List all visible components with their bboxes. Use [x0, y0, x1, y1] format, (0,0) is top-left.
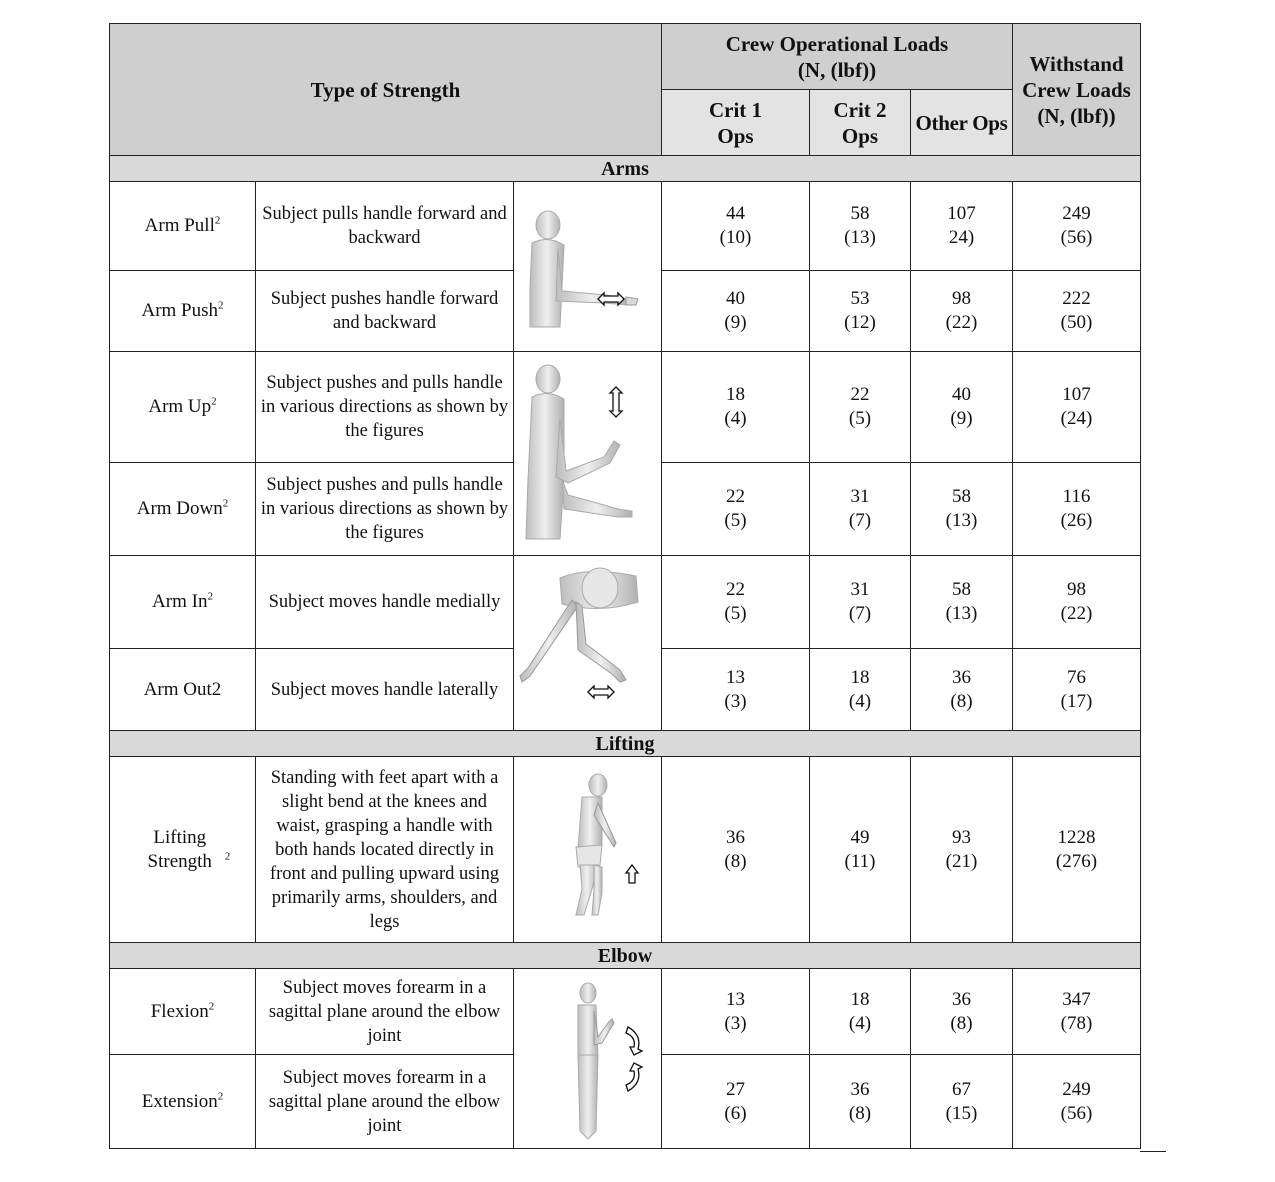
row-name: Arm Down$^2$ — [110, 463, 256, 556]
other-ops-value: 107 24) — [911, 182, 1013, 271]
row-description: Subject pushes handle forward and backward — [256, 271, 514, 352]
section-elbow: Elbow — [110, 943, 1141, 969]
row-name: Arm Out2 — [110, 649, 256, 731]
other-ops-value: 36 (8) — [911, 969, 1013, 1055]
withstand-value: 107 (24) — [1013, 352, 1141, 463]
withstand-value: 347 (78) — [1013, 969, 1141, 1055]
row-description: Standing with feet apart with a slight bend at the knees and waist, grasping a handle with both hands located directly in front and pulling upward using primarily arms, shoulders, and legs — [256, 757, 514, 943]
withstand-value: 76 (17) — [1013, 649, 1141, 731]
row-name: Arm Push$^2$ — [110, 271, 256, 352]
row-name: Extension$^2$ — [110, 1055, 256, 1149]
figure-lifting — [514, 757, 662, 943]
row-description: Subject moves handle medially — [256, 556, 514, 649]
other-ops-value: 93 (21) — [911, 757, 1013, 943]
withstand-value: 1228 (276) — [1013, 757, 1141, 943]
other-ops-value: 98 (22) — [911, 271, 1013, 352]
withstand-value: 116 (26) — [1013, 463, 1141, 556]
row-description: Subject moves handle laterally — [256, 649, 514, 731]
crit2-ops-value: 53 (12) — [810, 271, 911, 352]
row-description: Subject moves forearm in a sagittal plane around the elbow joint — [256, 1055, 514, 1149]
crit1-ops-value: 36 (8) — [662, 757, 810, 943]
crit1-ops-value: 18 (4) — [662, 352, 810, 463]
row-name: Flexion$^2$ — [110, 969, 256, 1055]
row-name: Arm Pull$^2$ — [110, 182, 256, 271]
crit1-ops-value: 22 (5) — [662, 556, 810, 649]
figure-arm-up-down — [514, 352, 662, 556]
strength-loads-table — [109, 23, 1141, 1149]
other-ops-value: 36 (8) — [911, 649, 1013, 731]
crit2-ops-value: 49 (11) — [810, 757, 911, 943]
table-row — [110, 757, 1141, 943]
crit2-ops-value: 18 (4) — [810, 649, 911, 731]
crit1-ops-value: 22 (5) — [662, 463, 810, 556]
figure-elbow — [514, 969, 662, 1149]
row-name: Lifting Strength $^2$ — [110, 757, 256, 943]
withstand-value: 98 (22) — [1013, 556, 1141, 649]
crit1-ops-value: 27 (6) — [662, 1055, 810, 1149]
row-description: Subject moves forearm in a sagittal plane around the elbow joint — [256, 969, 514, 1055]
header-type-of-strength: Type of Strength — [110, 24, 662, 156]
section-arms: Arms — [110, 156, 1141, 182]
table-row — [110, 556, 1141, 649]
row-description: Subject pushes and pulls handle in various directions as shown by the figures — [256, 352, 514, 463]
header-crit2-ops: Crit 2 Ops — [810, 90, 911, 156]
crit1-ops-value: 13 (3) — [662, 969, 810, 1055]
figure-arm-in-out — [514, 556, 662, 731]
crit2-ops-value: 31 (7) — [810, 463, 911, 556]
crit2-ops-value: 36 (8) — [810, 1055, 911, 1149]
table-row — [110, 969, 1141, 1055]
crit2-ops-value: 58 (13) — [810, 182, 911, 271]
other-ops-value: 40 (9) — [911, 352, 1013, 463]
header-crew-operational-loads: Crew Operational Loads (N, (lbf)) — [662, 24, 1013, 90]
section-lifting: Lifting — [110, 731, 1141, 757]
row-name: Arm In$^2$ — [110, 556, 256, 649]
crit2-ops-value: 31 (7) — [810, 556, 911, 649]
crit1-ops-value: 40 (9) — [662, 271, 810, 352]
figure-arm-push-pull — [514, 182, 662, 352]
other-ops-value: 58 (13) — [911, 463, 1013, 556]
table-row — [110, 352, 1141, 463]
table-row — [110, 182, 1141, 271]
withstand-value: 249 (56) — [1013, 182, 1141, 271]
crit2-ops-value: 22 (5) — [810, 352, 911, 463]
header-other-ops: Other Ops — [911, 90, 1013, 156]
table-rule-extension — [1140, 1151, 1166, 1152]
crit2-ops-value: 18 (4) — [810, 969, 911, 1055]
row-name: Arm Up$^2$ — [110, 352, 256, 463]
withstand-value: 222 (50) — [1013, 271, 1141, 352]
withstand-value: 249 (56) — [1013, 1055, 1141, 1149]
other-ops-value: 58 (13) — [911, 556, 1013, 649]
header-withstand-crew-loads: Withstand Crew Loads (N, (lbf)) — [1013, 24, 1141, 156]
row-description: Subject pushes and pulls handle in various directions as shown by the figures — [256, 463, 514, 556]
header-crit1-ops: Crit 1 Ops — [662, 90, 810, 156]
other-ops-value: 67 (15) — [911, 1055, 1013, 1149]
crit1-ops-value: 44 (10) — [662, 182, 810, 271]
crit1-ops-value: 13 (3) — [662, 649, 810, 731]
row-description: Subject pulls handle forward and backward — [256, 182, 514, 271]
